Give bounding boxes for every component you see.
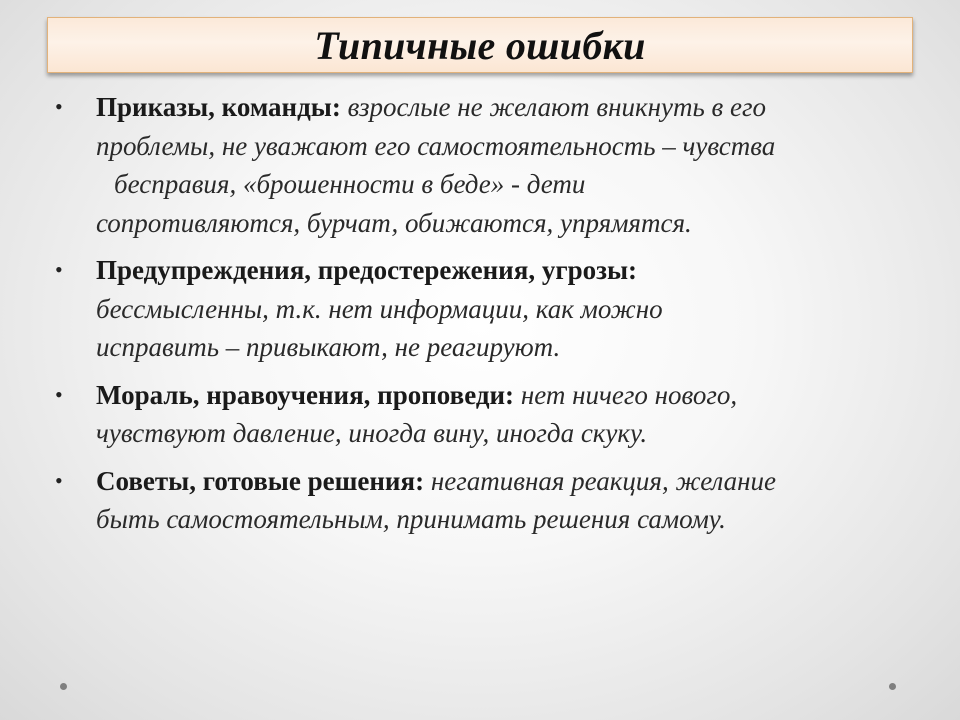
decorative-dot-icon bbox=[60, 683, 67, 690]
item-desc: чувствуют давление, иногда вину, иногда скуку. bbox=[96, 418, 648, 448]
item-desc: взрослые не желают вникнуть в его bbox=[347, 92, 767, 122]
item-desc: нет ничего нового, bbox=[520, 379, 738, 410]
item-desc: бессмысленны, т.к. нет информации, как можно bbox=[96, 293, 663, 324]
bullet-list bbox=[55, 88, 915, 548]
item-lead: Предупреждения, предостережения, угрозы: bbox=[96, 255, 638, 285]
item-lead: Приказы, команды: bbox=[96, 92, 341, 122]
item-desc: сопротивляются, бурчат, обижаются, упрямятся. bbox=[96, 207, 692, 238]
item-desc: исправить – привыкают, не реагируют. bbox=[96, 332, 561, 362]
decorative-dot-icon bbox=[889, 683, 896, 690]
title-banner bbox=[47, 17, 913, 73]
bullet-icon: • bbox=[55, 467, 63, 493]
item-desc: проблемы, не уважают его самостоятельность – чувства bbox=[96, 130, 776, 161]
bullet-icon: • bbox=[55, 94, 63, 119]
item-desc: бесправия, «брошенности в беде» - дети bbox=[114, 169, 586, 199]
list-item bbox=[55, 251, 915, 367]
list-item bbox=[55, 88, 915, 242]
bullet-icon: • bbox=[55, 381, 63, 407]
bullet-icon: • bbox=[55, 257, 63, 282]
item-lead: Мораль, нравоучения, проповеди: bbox=[96, 379, 515, 410]
slide-title: Типичные ошибки bbox=[314, 22, 646, 68]
item-lead: Советы, готовые решения: bbox=[96, 465, 425, 496]
list-item bbox=[55, 376, 915, 453]
list-item bbox=[55, 462, 915, 539]
item-desc: негативная реакция, желание bbox=[430, 465, 777, 496]
item-desc: быть самостоятельным, принимать решения самому. bbox=[96, 504, 726, 534]
